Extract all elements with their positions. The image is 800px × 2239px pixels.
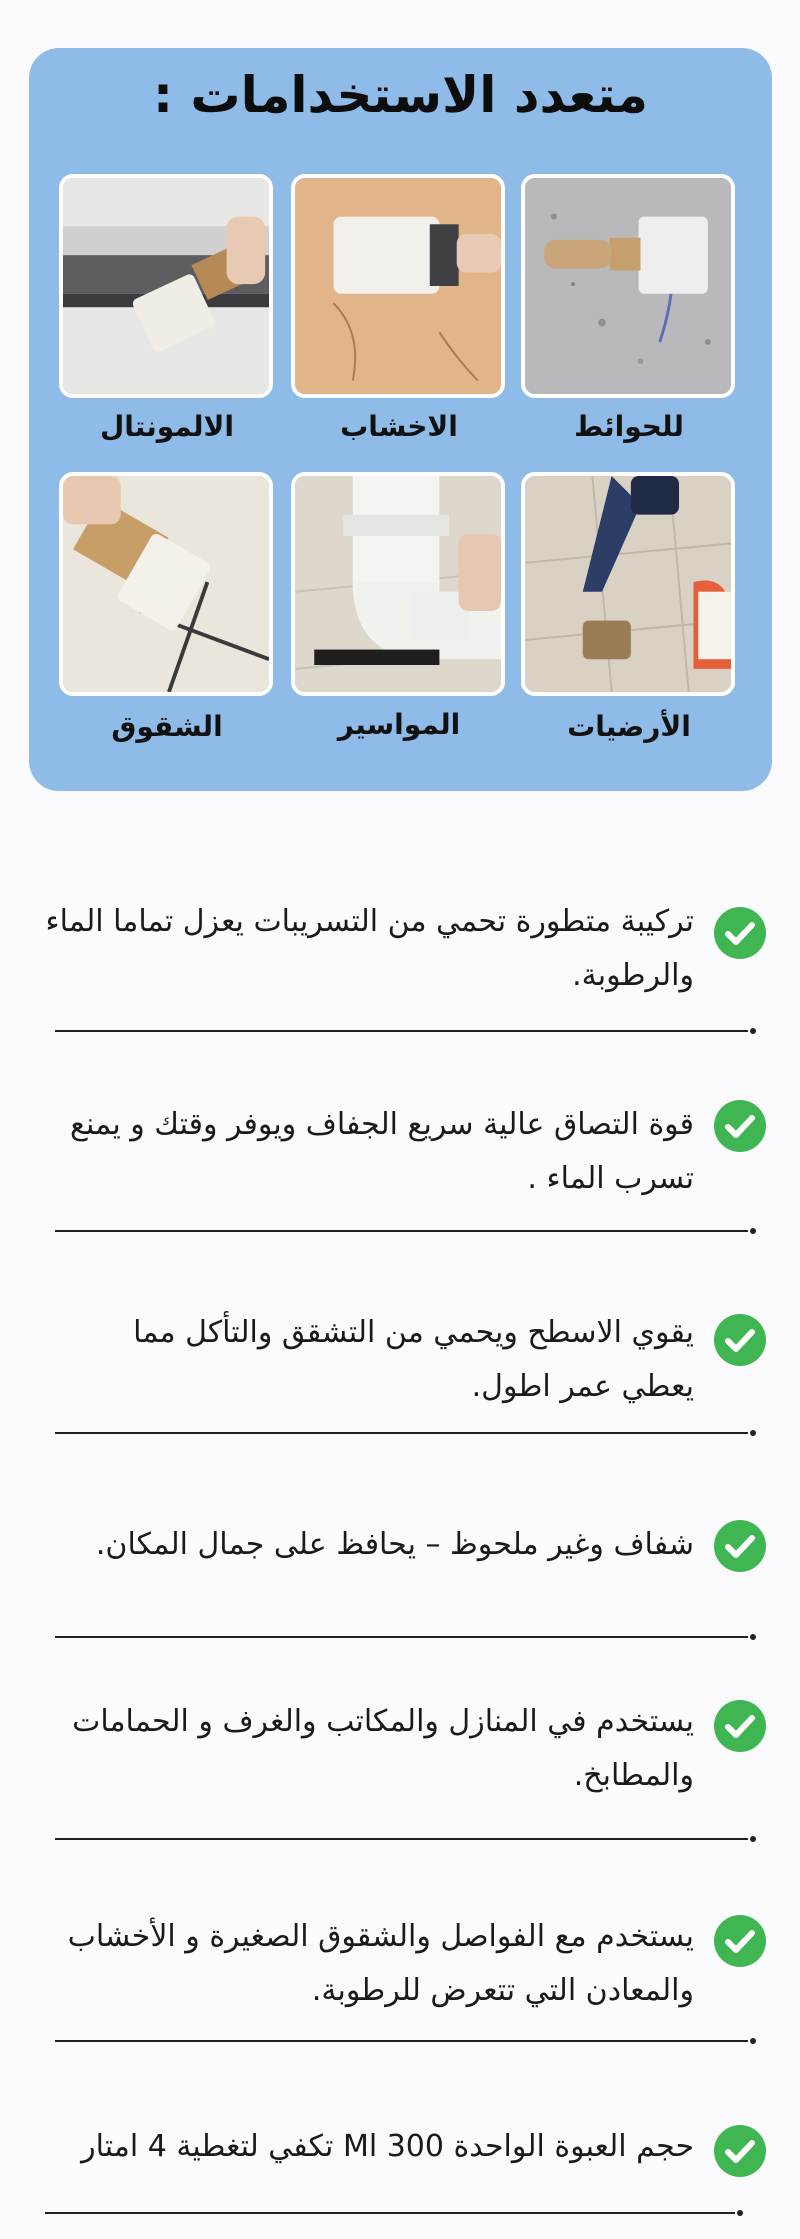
check-circle-icon <box>714 907 766 959</box>
feature-text: يقوي الاسطح ويحمي من التشقق والتأكل مما يعطي عمر اطول. <box>133 1315 694 1404</box>
tile-label-wood: الاخشاب <box>340 410 458 443</box>
pipe-brush-icon <box>295 476 501 692</box>
check-circle-icon <box>714 1700 766 1752</box>
divider <box>55 1230 748 1232</box>
feature-text: قوة التصاق عالية سريع الجفاف ويوفر وقتك و يمنع تسرب الماء . <box>70 1107 694 1196</box>
feature-text: يستخدم مع الفواصل والشقوق الصغيرة و الأخشاب والمعادن التي تتعرض للرطوبة. <box>67 1919 694 2008</box>
feature-text: يستخدم في المنازل والمكاتب والغرف و الحمامات والمطابخ. <box>72 1704 694 1793</box>
check-circle-icon <box>714 1520 766 1572</box>
check-circle-icon <box>714 1100 766 1152</box>
divider <box>55 1432 748 1434</box>
crack-brush-icon <box>63 476 269 692</box>
check-circle-icon <box>714 1915 766 1967</box>
tile-label-pipes: المواسير <box>337 708 461 741</box>
check-circle-icon <box>714 2125 766 2177</box>
tile-label-floors: الأرضيات <box>567 710 691 743</box>
tile-floors <box>521 472 735 696</box>
wood-brush-icon <box>295 178 501 394</box>
divider <box>55 1030 748 1032</box>
feature-text: حجم العبوة الواحدة 300 Ml تكفي لتغطية 4 امتار <box>81 2129 694 2164</box>
tile-walls <box>521 174 735 398</box>
uses-card <box>29 48 772 791</box>
divider <box>55 1636 748 1638</box>
tile-label-aluminum: الالمونتال <box>99 410 235 443</box>
uses-title: متعدد الاستخدامات : <box>153 66 648 124</box>
divider <box>55 1838 748 1840</box>
feature-text: تركيبة متطورة تحمي من التسريبات يعزل تماما الماء والرطوبة. <box>45 904 694 993</box>
feature-text: شفاف وغير ملحوظ – يحافظ على جمال المكان. <box>95 1527 694 1562</box>
tile-label-cracks: الشقوق <box>111 710 223 743</box>
tile-aluminum <box>59 174 273 398</box>
divider <box>45 2212 735 2214</box>
tile-cracks <box>59 472 273 696</box>
tile-pipes <box>291 472 505 696</box>
floor-brush-icon <box>525 476 731 692</box>
divider <box>55 2040 748 2042</box>
wall-brush-icon <box>525 178 731 394</box>
tile-wood <box>291 174 505 398</box>
aluminum-brush-icon <box>63 178 269 394</box>
check-circle-icon <box>714 1314 766 1366</box>
tile-label-walls: للحوائط <box>574 410 684 443</box>
